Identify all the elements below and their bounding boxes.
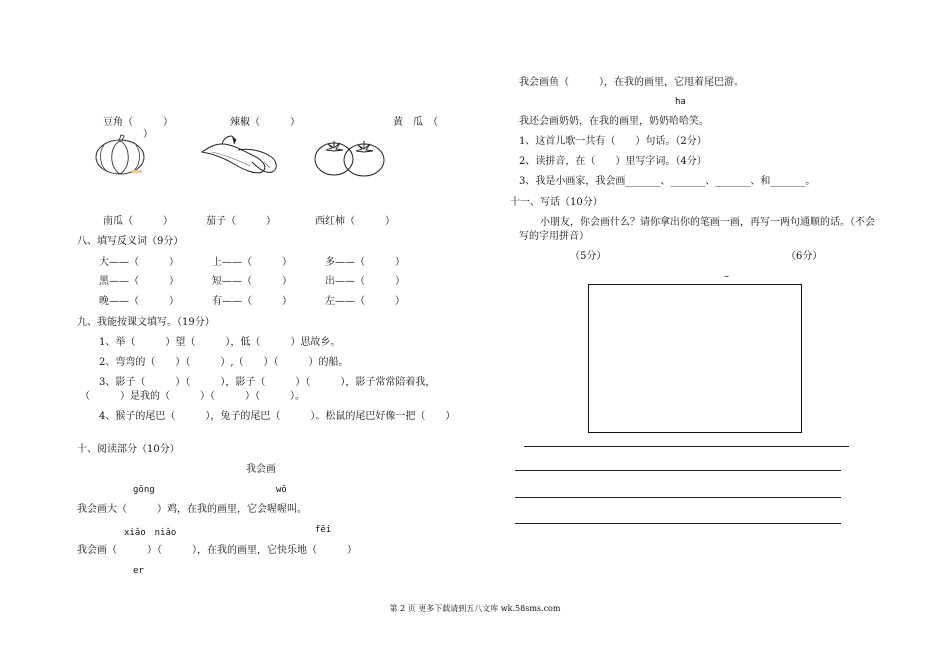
veg-label-xiHongShi: 西红柿（ ） [315,216,395,227]
antonym-item: 大——（ ） [99,257,179,268]
poem-line-4: 我还会画奶奶，在我的画里，奶奶哈哈笑。 [519,116,709,127]
poem-line-2: 我会画（ ）（ ），在我的画里，它快乐地（ ） [77,545,357,556]
veg-label-huangGua-close: ） [143,129,153,140]
antonym-item: 多——（ ） [325,257,405,268]
pinyin-ha: ha [675,97,686,107]
pinyin-xiao-niao: xiǎo niǎo [124,528,177,538]
q11-desc-2: 写的字用拼音） [519,231,589,242]
veg-label-huangGua: 黄 瓜 （ [393,117,438,128]
veg-label-qieZi: 茄子（ ） [206,216,276,227]
q11-score-write: （6分） [786,251,823,262]
antonym-item: 黑——（ ） [99,276,179,287]
chili-pepper-icon [198,132,282,176]
q10-sub-3: 3、我是小画家，我会画_______、_______、_______、和_______。 [519,176,816,187]
q9-line-2: 2、弯弯的（ ）（ ）,（ ）（ ）的船。 [99,357,349,368]
q10-sub-1: 1、这首儿歌一共有（ ）句话。（2分） [519,136,707,147]
writing-line[interactable] [515,470,841,471]
q9-line-4: 4、猴子的尾巴（ ），兔子的尾巴（ ）。松鼠的尾巴好像一把（ ） [99,411,456,422]
antonym-item: 有——（ ） [212,296,292,307]
q9-title: 九、我能按课文填写。（19分） [77,317,215,328]
antonym-item: 出——（ ） [325,276,405,287]
q9-line-1: 1、举（ ）望（ ），低（ ）思故乡。 [99,337,341,348]
q9-line-3: 3、影子（ ）（ ），影子（ ）（ ），影子常常陪着我， [99,377,436,388]
q11-title: 十一、写话（10分） [510,197,603,208]
drawing-box[interactable] [588,284,802,433]
stray-dash: – [724,271,729,282]
antonym-item: 上——（ ） [212,257,292,268]
pinyin-wo: wō [276,485,287,495]
veg-label-douJiao: 豆角（ ） [103,117,173,128]
pinyin-er: er [133,566,144,576]
veg-label-laJiao: 辣椒（ ） [230,117,300,128]
q10-title: 十、阅读部分（10分） [77,444,180,455]
writing-line[interactable] [515,523,841,524]
writing-line[interactable] [524,446,849,447]
q11-desc: 小朋友，你会画什么？请你拿出你的笔画一画，再写一两句通顺的话。（不会 [540,217,875,228]
poem-line-1: 我会画大（ ）鸡，在我的画里，它会喔喔叫。 [77,504,307,515]
q8-title: 八、填写反义词（9分） [77,236,184,247]
antonym-item: 短——（ ） [212,276,292,287]
pinyin-fei: fēi [315,525,332,535]
page-footer: 第 2 页 更多下载请到五八文库 wk.58sms.com [389,604,561,613]
pumpkin-icon [92,133,152,177]
pinyin-gong: gōng [133,485,155,495]
q10-sub-2: 2、读拼音，在（ ）里写字词。（4分） [519,156,707,167]
q11-score-draw: （5分） [570,251,607,262]
poem-title: 我会画 [246,464,276,475]
antonym-item: 左——（ ） [325,296,405,307]
antonym-item: 晚——（ ） [99,296,179,307]
writing-line[interactable] [515,497,841,498]
q9-line-3b: （ ）是我的（ ）（ ）（ ）。 [80,391,305,402]
veg-label-nanGua: 南瓜（ ） [103,216,173,227]
tomato-icon [312,136,388,178]
poem-line-3: 我会画鱼（ ），在我的画里，它甩着尾巴游。 [519,77,744,88]
